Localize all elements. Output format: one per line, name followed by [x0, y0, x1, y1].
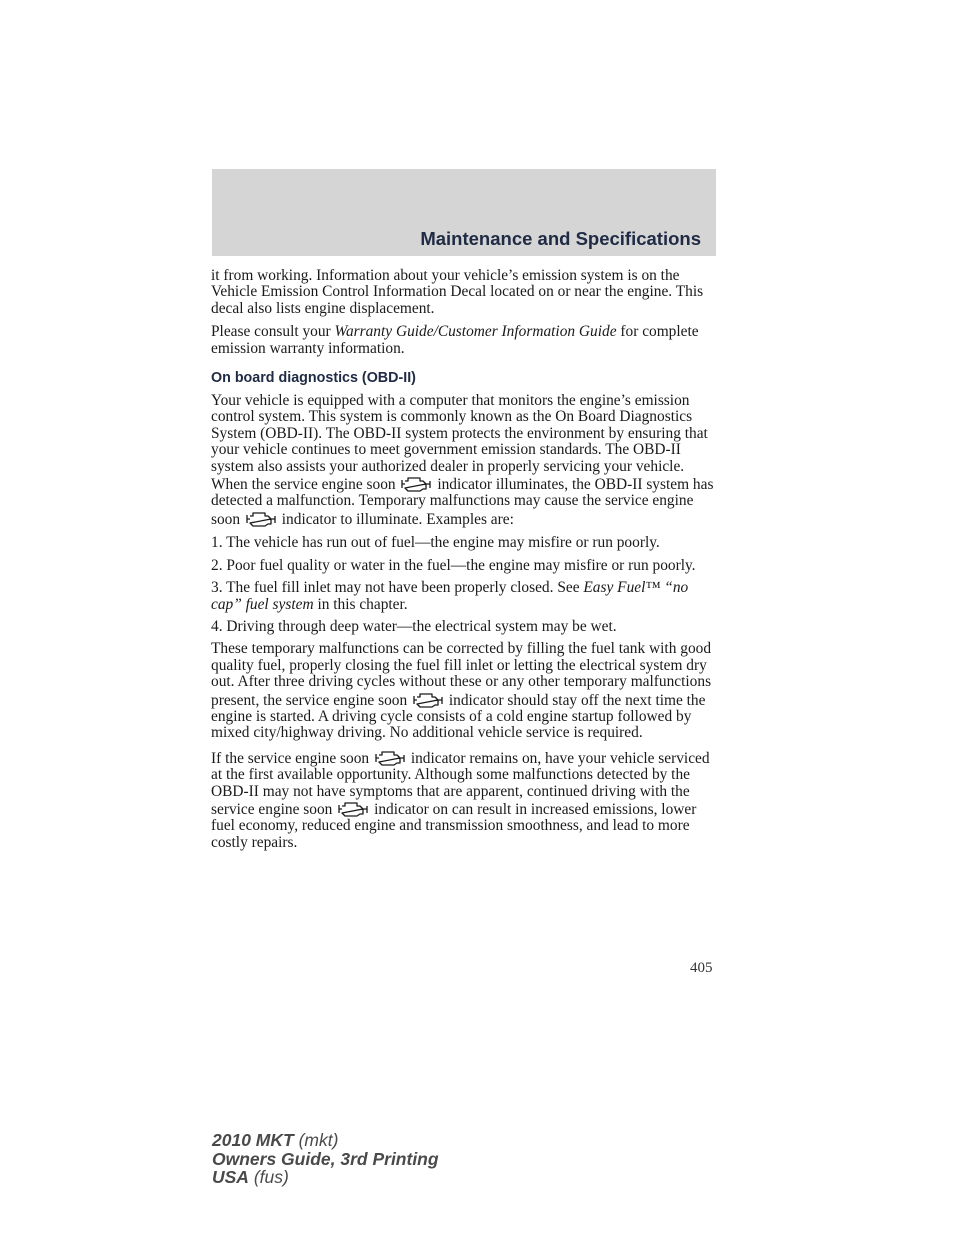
section-title: Maintenance and Specifications	[420, 228, 701, 249]
paragraph-temporary-malfunctions: These temporary malfunctions can be corrected by filling the fuel tank with good quality fuel, properly closing the fuel fill inlet or letting the electrical system dry out. After three driving cycles without these or any other temporary malfunctions present, the service engine soon indicator should stay off the next time the engine is started. A driving cycle consists of a cold engine startup followed by mixed city/highway driving. No additional vehicle service is required.	[211, 640, 712, 742]
list-item: 4. Driving through deep water—the electrical system may be wet.	[211, 617, 617, 635]
footer-region-line: USA (fus)	[212, 1167, 289, 1187]
paragraph-indicator-remains-on: If the service engine soon indicator remains on, have your vehicle serviced at the first available opportunity. Although some malfunctions detected by the OBD-II may not have symptoms that are apparent, continued driving with the service engine soon indicator on can result in increased emissions, lower fuel economy, reduced engine and transmission smoothness, and lead to more costly repairs.	[211, 749, 710, 851]
list-item: 3. The fuel fill inlet may not have been properly closed. See Easy Fuel™ “no cap” fuel system in this chapter.	[211, 579, 689, 613]
page-content	[211, 268, 721, 858]
check-engine-icon	[244, 510, 278, 528]
check-engine-icon	[399, 475, 433, 493]
paragraph-obd-intro: Your vehicle is equipped with a computer that monitors the engine’s emission control system. This system is commonly known as the On Board Diagnostics System (OBD-II). The OBD-II system protects the environment by ensuring that your vehicle continues to meet government emission standards. The OBD-II system also assists your authorized dealer in properly servicing your vehicle. When the service engine soon indicator illuminates, the OBD-II system has detected a malfunction. Temporary malfunctions may cause the service engine soon indicator to illuminate. Examples are:	[211, 392, 714, 528]
paragraph-warranty: Please consult your Warranty Guide/Customer Information Guide for complete emission warranty information.	[211, 323, 699, 357]
paragraph-emission-info: it from working. Information about your vehicle’s emission system is on the Vehicle Emission Control Information Decal located on or near the engine. This decal also lists engine displacement.	[211, 267, 704, 317]
easy-fuel-reference: Easy Fuel™ “no cap” fuel system	[211, 579, 689, 613]
check-engine-icon	[336, 800, 370, 818]
obd-heading: On board diagnostics (OBD-II)	[211, 370, 416, 387]
list-item: 2. Poor fuel quality or water in the fuel—the engine may misfire or run poorly.	[211, 556, 696, 574]
warranty-guide-reference: Warranty Guide/Customer Information Guide	[334, 323, 617, 341]
check-engine-icon	[373, 749, 407, 767]
footer-printing-line: Owners Guide, 3rd Printing	[212, 1148, 439, 1169]
document-footer	[212, 1131, 439, 1187]
section-header-band	[212, 169, 716, 256]
footer-model-line: 2010 MKT (mkt)	[212, 1130, 339, 1150]
list-item: 1. The vehicle has run out of fuel—the engine may misfire or run poorly.	[211, 534, 660, 552]
page-number: 405	[690, 960, 713, 976]
check-engine-icon	[411, 691, 445, 709]
